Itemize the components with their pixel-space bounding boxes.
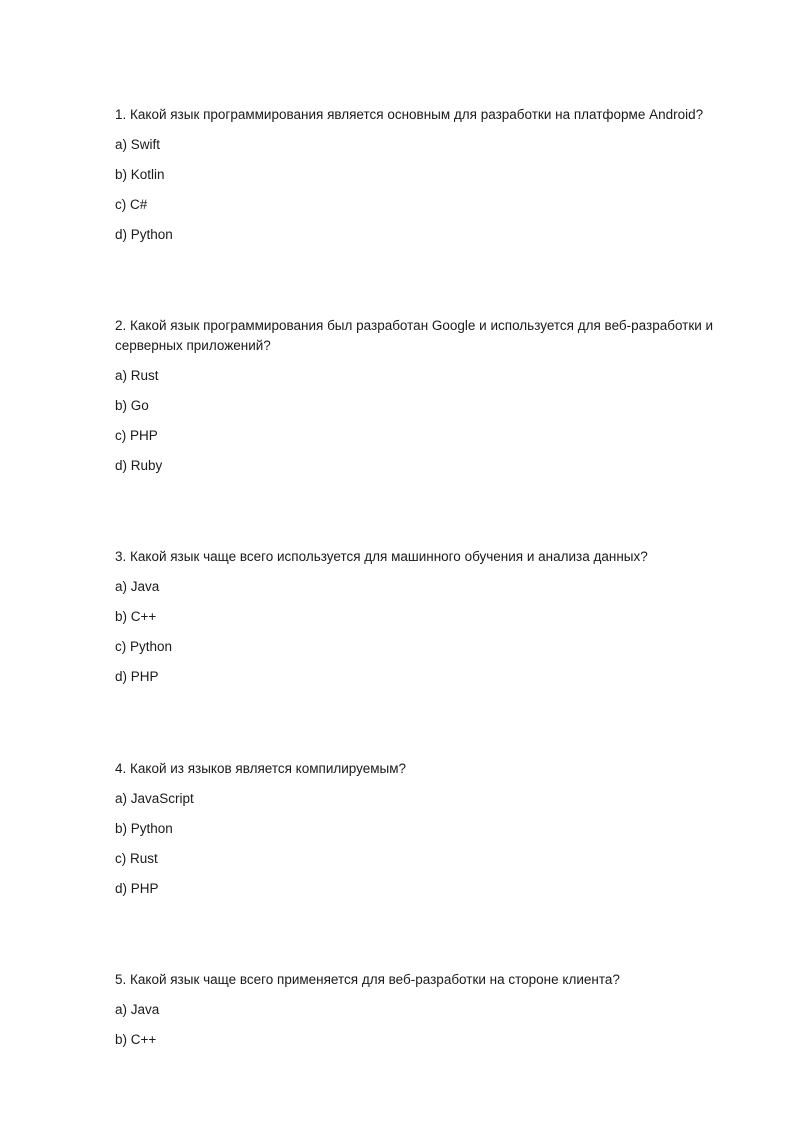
answer-option: a) Swift — [115, 137, 161, 152]
question-text: 1. Какой язык программирования является основным для разработки на платформе Android? — [115, 107, 704, 122]
answer-option: b) C++ — [115, 609, 157, 624]
answer-option: b) Python — [115, 821, 173, 836]
answer-option: d) Ruby — [115, 458, 163, 473]
answer-option: d) PHP — [115, 881, 159, 896]
answer-option: a) Rust — [115, 368, 159, 383]
question-4 — [115, 759, 725, 909]
question-text: 2. Какой язык программирования был разработан Google и используется для веб-разработки и серверных приложений? — [115, 318, 714, 353]
answer-option: c) Python — [115, 639, 173, 654]
answer-option: d) Python — [115, 227, 173, 242]
question-5 — [115, 970, 725, 1060]
answer-option: b) Go — [115, 398, 149, 413]
question-text: 3. Какой язык чаще всего используется для машинного обучения и анализа данных? — [115, 549, 648, 564]
question-text: 5. Какой язык чаще всего применяется для веб-разработки на стороне клиента? — [115, 972, 620, 987]
answer-option: a) JavaScript — [115, 791, 194, 806]
answer-option: b) Kotlin — [115, 167, 165, 182]
question-3 — [115, 547, 725, 697]
question-text: 4. Какой из языков является компилируемым? — [115, 761, 407, 776]
answer-option: d) PHP — [115, 669, 159, 684]
answer-option: a) Java — [115, 579, 160, 594]
answer-option: b) C++ — [115, 1032, 157, 1047]
answer-option: c) PHP — [115, 428, 158, 443]
answer-option: a) Java — [115, 1002, 160, 1017]
question-2 — [115, 316, 725, 486]
answer-option: c) C# — [115, 197, 148, 212]
answer-option: c) Rust — [115, 851, 158, 866]
question-1 — [115, 105, 725, 255]
